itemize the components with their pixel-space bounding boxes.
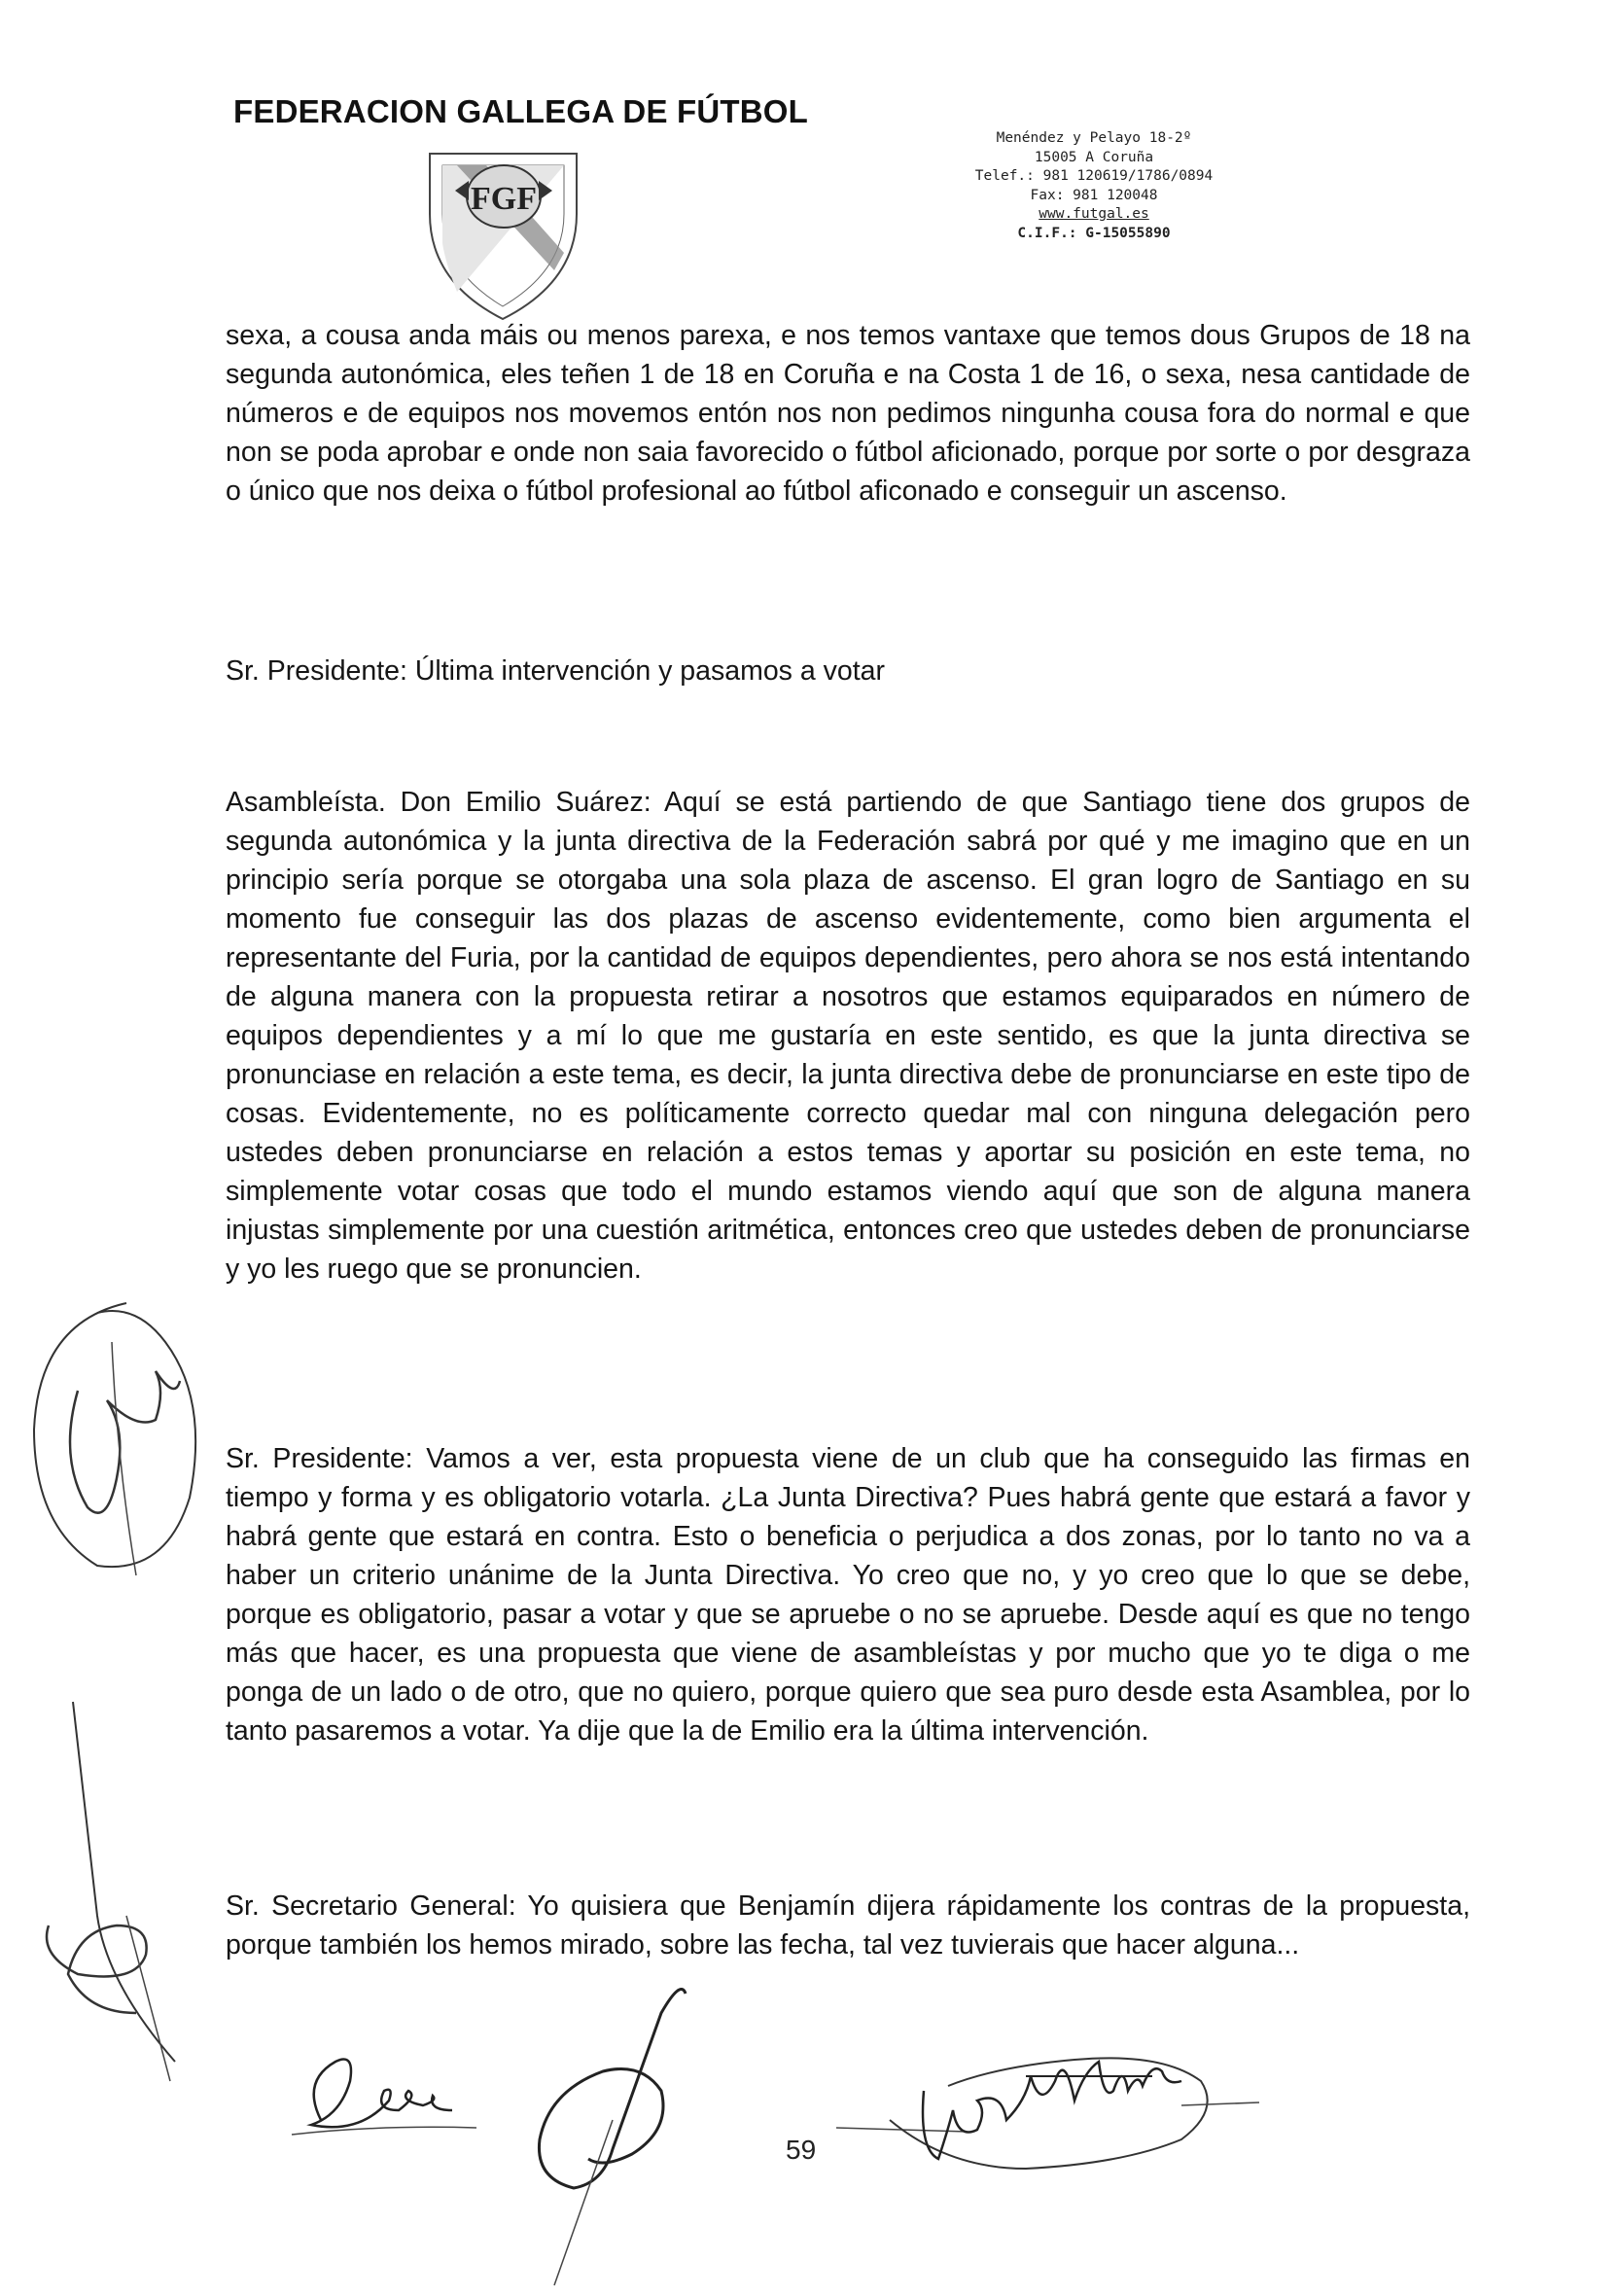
page-number: 59 [786, 2135, 817, 2165]
address-line: Telef.: 981 120619/1786/0894 [974, 168, 1214, 184]
address-line: Menéndez y Pelayo 18-2º [996, 130, 1192, 146]
cif-number: C.I.F.: G-15055890 [1017, 225, 1171, 241]
paragraph-presidente-2: Sr. Presidente: Vamos a ver, esta propuesta viene de un club que ha conseguido las firmas en tiempo y forma y es obligatorio votarla. ¿La Junta Directiva? Pues habrá gente que estará a favor y habrá gente que estará en contra. Esto o beneficia o perjudica a dos zonas, por lo tanto no va a haber un criterio unánime de la Junta Directiva. Yo creo que no, y yo creo que lo que se debe, porque es obligatorio, pasar a votar y que se apruebe o no se apruebe. Desde aquí es que no tengo más que hacer, es una propuesta que viene de asambleístas y por mucho que yo te diga o me ponga de un lado o de otro, que no quiero, porque quiero que sea puro desde esta Asamblea, por lo tanto pasaremos a votar. Ya dije que la de Emilio era la última intervención. [226, 1443, 1470, 1747]
paragraph-secretario: Sr. Secretario General: Yo quisiera que Benjamín dijera rápidamente los contras de la propuesta, porque también los hemos mirado, sobre las fecha, tal vez tuvierais que hacer alguna... [226, 1890, 1470, 1960]
signature-bottom-3 [831, 2032, 1269, 2188]
address-line: 15005 A Coruña [1034, 149, 1154, 165]
paragraph-continuation: sexa, a cousa anda máis ou menos parexa, e nos temos vantaxe que temos dous Grupos de 18 na segunda autonómica, eles teñen 1 de 18 en Coruña e na Costa 1 de 16, o sexa, nesa cantidade de números e de equipos nos movemos entón nos non pedimos ningunha cousa fora do normal e que non se poda aprobar e onde non saia favorecido o fútbol aficionado, porque por sorte o por desgraza o único que nos deixa o fútbol profesional ao fútbol aficonado e conseguir un ascenso. [226, 320, 1470, 507]
signature-left-bottom [29, 1692, 204, 2101]
signature-bottom-1 [282, 2042, 486, 2149]
paragraph-asambleista: Asambleísta. Don Emilio Suárez: Aquí se está partiendo de que Santiago tiene dos grupos de segunda autonómica y la junta directiva de la Federación sabrá por qué y me imagino que en un principio sería porque se otorgaba una sola plaza de ascenso. El gran logro de Santiago en su momento fue conseguir las dos plazas de ascenso evidentemente, como bien argumenta el representante del Furia, por la cantidad de equipos dependientes, pero ahora se nos está intentando de alguna manera con la propuesta retirar a nosotros que estamos equiparados en número de equipos dependientes y a mí lo que me gustaría en este sentido, es que la junta directiva se pronunciase en relación a este tema, es decir, la junta directiva debe de pronunciarse en este tipo de cosas. Evidentemente, no es políticamente correcto quedar mal con ninguna delegación pero ustedes deben pronunciarse en relación a estos temas y aportar su posición en este tema, no simplemente votar cosas que todo el mundo estamos viendo aquí que son de alguna manera injustas simplemente por una cuestión aritmética, entonces creo que ustedes deben de pronunciarse y yo les ruego que se pronuncien. [226, 787, 1470, 1285]
paragraph-presidente-1: Sr. Presidente: Última intervención y pasamos a votar [226, 655, 885, 687]
address-line: Fax: 981 120048 [1030, 187, 1158, 203]
address-block [948, 129, 1240, 243]
signature-bottom-2 [515, 1974, 700, 2295]
logo-text: FGF [471, 181, 537, 217]
signature-left-top [19, 1284, 214, 1595]
organization-name: FEDERACION GALLEGA DE FÚTBOL [233, 93, 809, 129]
website-link[interactable]: www.futgal.es [1039, 206, 1149, 222]
federation-logo [418, 146, 588, 326]
